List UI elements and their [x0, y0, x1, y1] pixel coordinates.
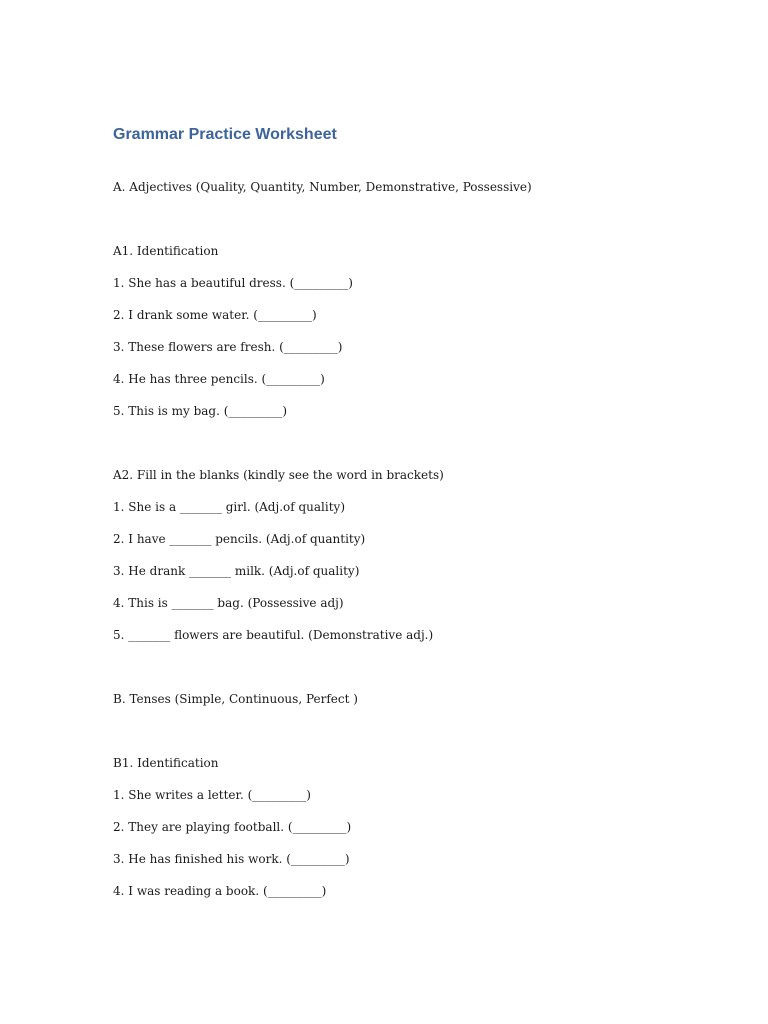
section-a1-heading: A1. Identification: [113, 244, 219, 258]
section-b1-heading: B1. Identification: [113, 756, 219, 770]
list-item-a1-3: 3. These flowers are fresh. (_________): [113, 340, 343, 354]
list-item-b1-3: 3. He has finished his work. (_________): [113, 852, 350, 866]
document-body: [113, 124, 713, 900]
page-title: Grammar Practice Worksheet: [113, 126, 337, 143]
section-a2-heading: A2. Fill in the blanks (kindly see the word in brackets): [113, 468, 444, 482]
list-item-b1-2: 2. They are playing football. (_________): [113, 820, 352, 834]
list-item-a2-5: 5. _______ flowers are beautiful. (Demonstrative adj.): [113, 628, 434, 642]
section-a-heading: A. Adjectives (Quality, Quantity, Number, Demonstrative, Possessive): [113, 180, 532, 194]
list-item-b1-4: 4. I was reading a book. (_________): [113, 884, 327, 898]
list-item-b1-1: 1. She writes a letter. (_________): [113, 788, 311, 802]
section-b-heading: B. Tenses (Simple, Continuous, Perfect ): [113, 692, 358, 706]
list-item-a1-1: 1. She has a beautiful dress. (_________): [113, 276, 353, 290]
list-item-a2-1: 1. She is a _______ girl. (Adj.of quality): [113, 500, 346, 514]
list-item-a2-3: 3. He drank _______ milk. (Adj.of quality): [113, 564, 360, 578]
list-item-a1-2: 2. I drank some water. (_________): [113, 308, 317, 322]
list-item-a1-4: 4. He has three pencils. (_________): [113, 372, 325, 386]
list-item-a1-5: 5. This is my bag. (_________): [113, 404, 288, 418]
list-item-a2-4: 4. This is _______ bag. (Possessive adj): [113, 596, 344, 610]
list-item-a2-2: 2. I have _______ pencils. (Adj.of quantity): [113, 532, 366, 546]
